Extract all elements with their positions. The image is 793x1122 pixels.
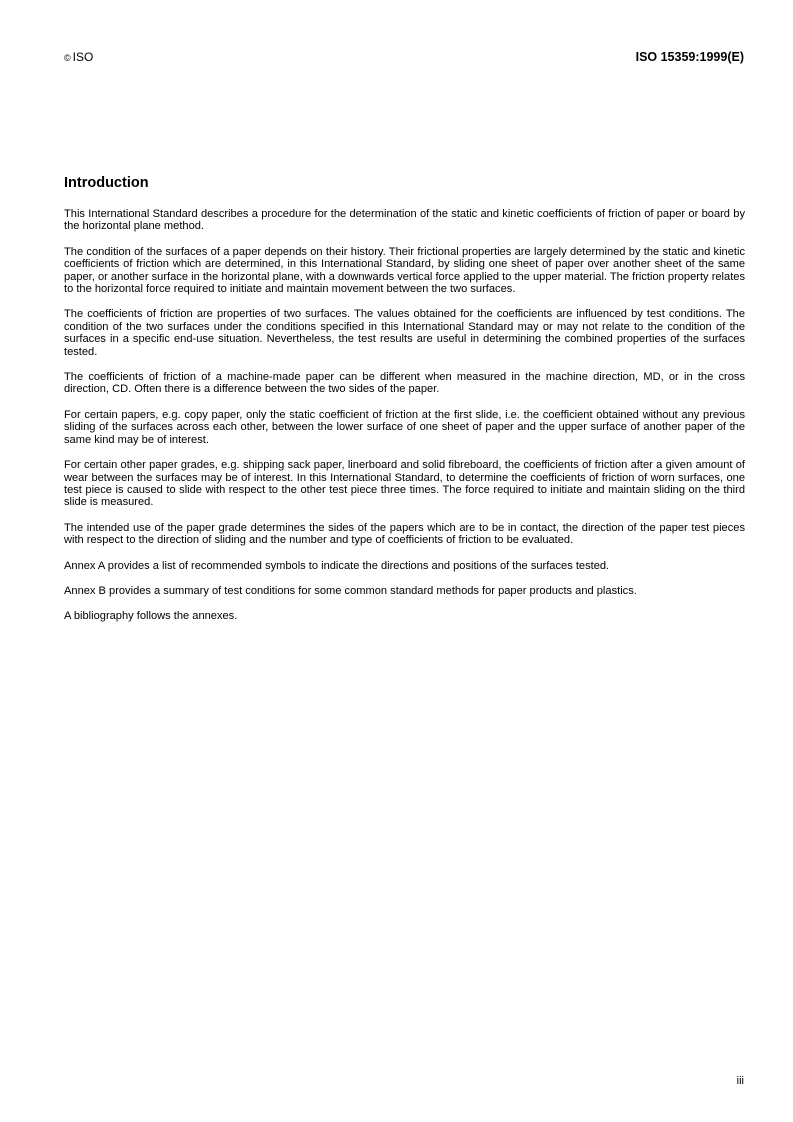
standard-identifier: ISO 15359:1999(E) (635, 50, 744, 64)
paragraph-8: Annex A provides a list of recommended symbols to indicate the directions and positions of the surfaces tested. (64, 559, 610, 572)
paragraph-3: The coefficients of friction are properties of two surfaces. The values obtained for the coefficients are influenced by test conditions. The condition of the two surfaces under the conditions specified in this International Standard may or may not relate to the condition of the surfaces in a specific end-use situation. Nevertheless, the test results are useful in determining the combined properties of the surfaces tested. (64, 308, 745, 358)
copyright-notice (64, 50, 93, 65)
paragraph-4: The coefficients of friction of a machine-made paper can be different when measured in the machine direction, MD, or in the cross direction, CD. Often there is a difference between the two sides of the paper. (64, 371, 745, 396)
page-number: iii (736, 1075, 744, 1087)
paragraph-10: A bibliography follows the annexes. (64, 610, 238, 623)
paragraph-2: The condition of the surfaces of a paper depends on their history. Their frictional properties are largely determined by the static and kinetic coefficients of friction which are determined, in this International Standard, by sliding one sheet of paper over another sheet of the same paper, or another surface in the horizontal plane, with a downwards vertical force applied to the upper material. The friction property relates to the horizontal force required to initiate and maintain movement between the two surfaces. (64, 245, 745, 296)
paragraph-6: For certain other paper grades, e.g. shipping sack paper, linerboard and solid fibreboard, the coefficients of friction after a given amount of wear between the surfaces may be of interest. In this International Standard, to determine the coefficients of friction of worn surfaces, one test piece is caused to slide with respect to the other test piece three times. The force required to initiate and maintain sliding on the third slide is measured. (64, 459, 745, 509)
paragraph-7: The intended use of the paper grade determines the sides of the papers which are to be in contact, the direction of the paper test pieces with respect to the direction of sliding and the number and type of coefficients of friction to be evaluated. (64, 521, 745, 547)
section-title: Introduction (64, 175, 149, 191)
introduction-section (64, 174, 745, 636)
paragraph-9: Annex B provides a summary of test conditions for some common standard methods for paper products and plastics. (64, 584, 637, 597)
copyright-symbol: © (64, 53, 71, 63)
copyright-text: ISO (72, 50, 94, 64)
paragraph-1: This International Standard describes a procedure for the determination of the static and kinetic coefficients of friction of paper or board by the horizontal plane method. (64, 208, 745, 233)
paragraph-5: For certain papers, e.g. copy paper, only the static coefficient of friction at the first slide, i.e. the coefficient obtained without any previous sliding of the surfaces across each other, between the lower surface of one sheet of paper and the upper surface of another paper of the same kind may be of interest. (64, 408, 745, 446)
